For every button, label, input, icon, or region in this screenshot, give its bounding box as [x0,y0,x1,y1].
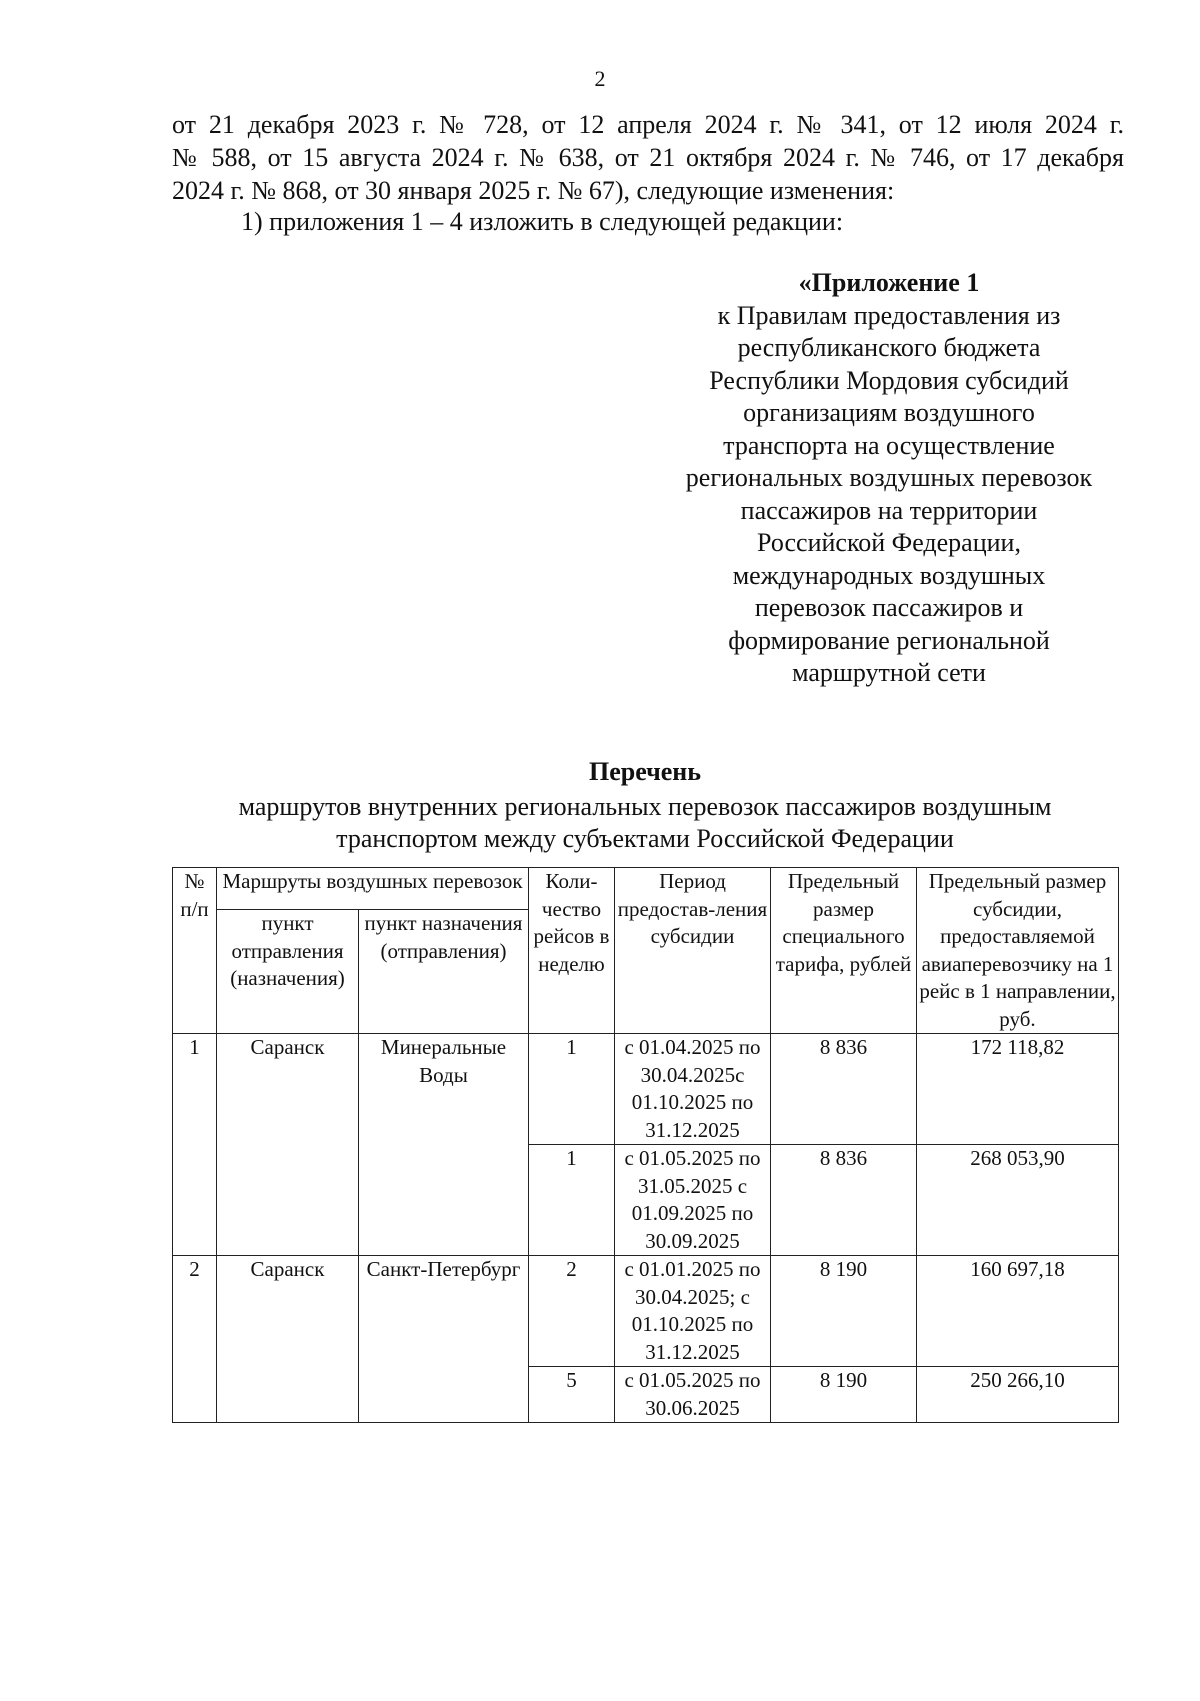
row-period: с 01.05.2025 по 30.06.2025 [615,1367,771,1423]
intro-line: от 21 декабря 2023 г. № 728, от 12 апреля 2024 г. № 341, от 12 июля 2024 г. [172,110,1124,139]
appendix-line: организациям воздушного [743,398,1035,427]
appendix-block [662,267,1116,690]
appendix-line: транспорта на осуществление [723,430,1055,460]
row-flights: 2 [529,1256,615,1367]
appendix-line: маршрутной сети [792,658,986,687]
appendix-line: перевозок пассажиров и [754,593,1024,622]
appendix-line: Республики Мордовия субсидий [709,365,1069,395]
appendix-line: международных воздушных [732,560,1046,590]
appendix-line: пассажиров на территории [740,495,1038,525]
row-departure: Саранск [217,1034,359,1256]
intro-line: 2024 г. № 868, от 30 января 2025 г. № 67), следующие изменения: [172,176,895,205]
row-tariff: 8 836 [771,1034,917,1145]
intro-paragraph [172,108,1124,207]
header-destination: пункт назначения (отправления) [359,910,529,1034]
appendix-line: Российской Федерации, [757,528,1021,557]
row-destination: Санкт-Петербург [359,1256,529,1423]
appendix-title: «Приложение 1 [798,268,980,297]
row-period: с 01.01.2025 по 30.04.2025; с 01.10.2025 по 31.12.2025 [615,1256,771,1367]
header-num: № п/п [173,868,217,1034]
header-departure: пункт отправления (назначения) [217,910,359,1034]
row-destination: Минеральные Воды [359,1034,529,1256]
header-flights: Коли-чество рейсов в неделю [529,868,615,1034]
list-subtitle [0,791,1200,855]
row-flights: 1 [529,1145,615,1256]
row-flights: 5 [529,1367,615,1423]
row-subsidy: 172 118,82 [917,1034,1119,1145]
row-num: 1 [173,1034,217,1256]
row-tariff: 8 836 [771,1145,917,1256]
row-tariff: 8 190 [771,1367,917,1423]
row-period: с 01.04.2025 по 30.04.2025с 01.10.2025 по 31.12.2025 [615,1034,771,1145]
row-subsidy: 268 053,90 [917,1145,1119,1256]
header-period: Период предостав-ления субсидии [615,868,771,1034]
table-row [173,1256,1119,1367]
intro-line: № 588, от 15 августа 2024 г. № 638, от 21 октября 2024 г. № 746, от 17 декабря [172,143,1124,172]
header-routes: Маршруты воздушных перевозок [217,868,529,910]
appendix-line: региональных воздушных перевозок [685,463,1093,492]
page-number: 2 [594,66,606,91]
subtitle-line: транспортом между субъектами Российской Федерации [336,824,954,853]
appendix-line: республиканского бюджета [737,333,1041,362]
header-tariff: Предельный размер специального тарифа, рублей [771,868,917,1034]
row-tariff: 8 190 [771,1256,917,1367]
appendix-line: формирование региональной [728,625,1050,655]
list-item-1: 1) приложения 1 – 4 изложить в следующей редакции: [241,207,844,236]
row-subsidy: 250 266,10 [917,1367,1119,1423]
appendix-line: к Правилам предоставления из [717,300,1061,330]
row-departure: Саранск [217,1256,359,1423]
table-row [173,1034,1119,1145]
subtitle-line: маршрутов внутренних региональных перевозок пассажиров воздушным [238,792,1052,821]
row-flights: 1 [529,1034,615,1145]
row-subsidy: 160 697,18 [917,1256,1119,1367]
row-num: 2 [173,1256,217,1423]
routes-table [172,867,1119,1423]
header-subsidy: Предельный размер субсидии, предоставляемой авиаперевозчику на 1 рейс в 1 направлении, руб. [917,868,1119,1034]
list-title: Перечень [588,757,702,786]
row-period: с 01.05.2025 по 31.05.2025 с 01.09.2025 по 30.09.2025 [615,1145,771,1256]
